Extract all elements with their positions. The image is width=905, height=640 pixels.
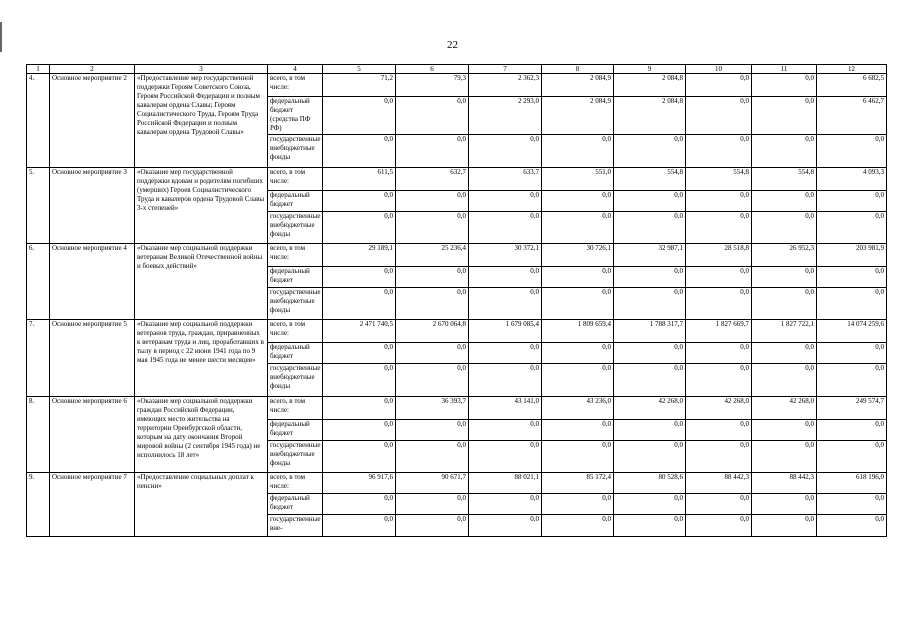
row-number: 9.	[27, 473, 50, 537]
year-value-cell: 0,0	[752, 364, 817, 397]
year-value-cell: 0,0	[469, 267, 542, 288]
measure-name: Основное мероприятие 2	[50, 74, 135, 168]
year-value-cell: 0,0	[469, 364, 542, 397]
total-value-cell: 0,0	[817, 515, 887, 537]
year-value-cell: 0,0	[396, 267, 469, 288]
year-value-cell: 0,0	[396, 364, 469, 397]
year-value-cell: 0,0	[323, 364, 396, 397]
column-header: 1	[27, 65, 50, 74]
year-value-cell: 36 393,7	[396, 397, 469, 420]
measure-name: Основное мероприятие 3	[50, 168, 135, 244]
year-value-cell: 0,0	[752, 288, 817, 320]
year-value-cell: 0,0	[752, 515, 817, 537]
year-value-cell: 0,0	[542, 191, 614, 212]
measure-row	[27, 74, 887, 97]
year-value-cell: 554,8	[752, 168, 817, 191]
year-value-cell: 88 442,3	[686, 473, 752, 494]
year-value-cell: 2 362,3	[469, 74, 542, 97]
year-value-cell: 1 788 317,7	[614, 320, 686, 343]
funding-source-label: государственные вне-	[268, 515, 323, 537]
column-header: 7	[469, 65, 542, 74]
total-value-cell: 249 574,7	[817, 397, 887, 420]
year-value-cell: 0,0	[396, 288, 469, 320]
total-value-cell: 0,0	[817, 494, 887, 515]
year-value-cell: 0,0	[469, 420, 542, 441]
year-value-cell: 0,0	[323, 212, 396, 244]
year-value-cell: 0,0	[469, 515, 542, 537]
year-value-cell: 2 084,9	[542, 74, 614, 97]
funding-source-label: федеральный бюджет	[268, 191, 323, 212]
total-value-cell: 618 196,0	[817, 473, 887, 494]
funding-source-label: государственные внебюджетные фонды	[268, 135, 323, 168]
total-value-cell: 0,0	[817, 288, 887, 320]
year-value-cell: 0,0	[323, 191, 396, 212]
year-value-cell: 0,0	[469, 212, 542, 244]
funding-source-label: государственные внебюджетные фонды	[268, 288, 323, 320]
funding-source-label: всего, в том числе:	[268, 473, 323, 494]
year-value-cell: 0,0	[752, 135, 817, 168]
year-value-cell: 632,7	[396, 168, 469, 191]
year-value-cell: 0,0	[323, 343, 396, 364]
measure-row	[27, 168, 887, 191]
total-value-cell: 14 074 259,6	[817, 320, 887, 343]
year-value-cell: 0,0	[614, 494, 686, 515]
year-value-cell: 0,0	[542, 494, 614, 515]
total-value-cell: 0,0	[817, 441, 887, 473]
year-value-cell: 0,0	[469, 343, 542, 364]
year-value-cell: 0,0	[752, 420, 817, 441]
year-value-cell: 0,0	[686, 364, 752, 397]
year-value-cell: 633,7	[469, 168, 542, 191]
year-value-cell: 96 917,6	[323, 473, 396, 494]
year-value-cell: 90 671,7	[396, 473, 469, 494]
year-value-cell: 0,0	[469, 135, 542, 168]
year-value-cell: 0,0	[686, 191, 752, 212]
year-value-cell: 1 827 669,7	[686, 320, 752, 343]
year-value-cell: 42 268,0	[614, 397, 686, 420]
year-value-cell: 2 084,8	[614, 74, 686, 97]
year-value-cell: 0,0	[542, 212, 614, 244]
total-value-cell: 4 093,3	[817, 168, 887, 191]
year-value-cell: 0,0	[542, 135, 614, 168]
total-value-cell: 203 981,9	[817, 244, 887, 267]
row-number: 5.	[27, 168, 50, 244]
row-number: 8.	[27, 397, 50, 473]
total-value-cell: 0,0	[817, 212, 887, 244]
total-value-cell: 0,0	[817, 135, 887, 168]
year-value-cell: 1 809 659,4	[542, 320, 614, 343]
page-number: 22	[447, 39, 458, 51]
measure-name: Основное мероприятие 7	[50, 473, 135, 537]
measure-description: «Предоставление мер государственной поддержки Героям Советского Союза, Героям Российской Федерации и полным кавалерам ордена Славы; Героям Социалистического Труда, Героям Труда Российской Федерации и полным кавалерам ордена Трудовой Славы»	[135, 74, 268, 168]
column-header: 2	[50, 65, 135, 74]
measure-description: «Оказание мер государственной поддержки вдовам и родителям погибших (умерших) Героев Социалистического Труда и кавалеров ордена Трудовой Славы 3-х степеней»	[135, 168, 268, 244]
total-value-cell: 0,0	[817, 191, 887, 212]
funding-source-label: федеральный бюджет	[268, 494, 323, 515]
funding-source-label: федеральный бюджет (средства ПФ РФ)	[268, 97, 323, 135]
year-value-cell: 30 372,1	[469, 244, 542, 267]
year-value-cell: 26 952,3	[752, 244, 817, 267]
year-value-cell: 28 518,8	[686, 244, 752, 267]
year-value-cell: 42 268,0	[752, 397, 817, 420]
year-value-cell: 25 236,4	[396, 244, 469, 267]
year-value-cell: 42 268,0	[686, 397, 752, 420]
year-value-cell: 554,8	[686, 168, 752, 191]
year-value-cell: 0,0	[396, 343, 469, 364]
year-value-cell: 0,0	[686, 420, 752, 441]
funding-source-label: всего, в том числе:	[268, 168, 323, 191]
column-header: 5	[323, 65, 396, 74]
year-value-cell: 611,5	[323, 168, 396, 191]
measure-description: «Оказание мер социальной поддержки ветеранов труда, граждан, приравненных к ветеранам труда и лиц, проработавших в тылу в период с 22 июня 1941 года по 9 мая 1945 года не менее шести месяцев»	[135, 320, 268, 397]
year-value-cell: 0,0	[469, 191, 542, 212]
year-value-cell: 71,2	[323, 74, 396, 97]
year-value-cell: 0,0	[323, 97, 396, 135]
year-value-cell: 79,3	[396, 74, 469, 97]
measure-name: Основное мероприятие 6	[50, 397, 135, 473]
year-value-cell: 0,0	[686, 343, 752, 364]
funding-source-label: всего, в том числе:	[268, 244, 323, 267]
year-value-cell: 0,0	[686, 74, 752, 97]
year-value-cell: 0,0	[323, 420, 396, 441]
year-value-cell: 0,0	[752, 494, 817, 515]
year-value-cell: 2 293,0	[469, 97, 542, 135]
funding-source-label: всего, в том числе:	[268, 74, 323, 97]
year-value-cell: 0,0	[752, 191, 817, 212]
row-number: 4.	[27, 74, 50, 168]
year-value-cell: 0,0	[542, 343, 614, 364]
total-value-cell: 6 682,5	[817, 74, 887, 97]
funding-source-label: государственные внебюджетные фонды	[268, 441, 323, 473]
year-value-cell: 0,0	[752, 441, 817, 473]
year-value-cell: 32 987,1	[614, 244, 686, 267]
measure-row	[27, 473, 887, 494]
year-value-cell: 80 528,6	[614, 473, 686, 494]
year-value-cell: 0,0	[752, 97, 817, 135]
year-value-cell: 0,0	[614, 135, 686, 168]
year-value-cell: 0,0	[614, 364, 686, 397]
year-value-cell: 2 471 740,5	[323, 320, 396, 343]
year-value-cell: 0,0	[323, 441, 396, 473]
year-value-cell: 0,0	[323, 515, 396, 537]
year-value-cell: 0,0	[614, 441, 686, 473]
year-value-cell: 0,0	[469, 441, 542, 473]
year-value-cell: 0,0	[686, 441, 752, 473]
year-value-cell: 2 084,8	[614, 97, 686, 135]
year-value-cell: 43 141,0	[469, 397, 542, 420]
year-value-cell: 0,0	[614, 420, 686, 441]
year-value-cell: 0,0	[396, 515, 469, 537]
year-value-cell: 88 021,1	[469, 473, 542, 494]
measure-row	[27, 320, 887, 343]
measure-description: «Предоставление социальных доплат к пенсии»	[135, 473, 268, 537]
year-value-cell: 2 084,9	[542, 97, 614, 135]
total-value-cell: 0,0	[817, 420, 887, 441]
column-header: 6	[396, 65, 469, 74]
year-value-cell: 0,0	[686, 494, 752, 515]
total-value-cell: 0,0	[817, 343, 887, 364]
year-value-cell: 0,0	[686, 135, 752, 168]
year-value-cell: 0,0	[323, 288, 396, 320]
measure-description: «Оказание мер социальной поддержки ветеранам Великой Отечественной войны и боевых действий»	[135, 244, 268, 320]
year-value-cell: 0,0	[396, 441, 469, 473]
year-value-cell: 0,0	[752, 343, 817, 364]
measure-name: Основное мероприятие 4	[50, 244, 135, 320]
year-value-cell: 0,0	[686, 288, 752, 320]
year-value-cell: 0,0	[396, 494, 469, 515]
funding-source-label: всего, в том числе:	[268, 397, 323, 420]
column-header: 12	[817, 65, 887, 74]
year-value-cell: 0,0	[469, 494, 542, 515]
year-value-cell: 0,0	[323, 267, 396, 288]
column-header: 4	[268, 65, 323, 74]
column-header: 8	[542, 65, 614, 74]
year-value-cell: 30 726,1	[542, 244, 614, 267]
year-value-cell: 0,0	[614, 191, 686, 212]
year-value-cell: 0,0	[752, 267, 817, 288]
year-value-cell: 0,0	[396, 97, 469, 135]
year-value-cell: 1 679 085,4	[469, 320, 542, 343]
year-value-cell: 0,0	[542, 515, 614, 537]
column-header: 9	[614, 65, 686, 74]
year-value-cell: 0,0	[686, 267, 752, 288]
year-value-cell: 0,0	[396, 420, 469, 441]
year-value-cell: 0,0	[542, 267, 614, 288]
year-value-cell: 43 236,0	[542, 397, 614, 420]
year-value-cell: 551,0	[542, 168, 614, 191]
year-value-cell: 0,0	[542, 364, 614, 397]
measure-row	[27, 244, 887, 267]
year-value-cell: 0,0	[396, 191, 469, 212]
year-value-cell: 0,0	[396, 135, 469, 168]
year-value-cell: 1 827 722,1	[752, 320, 817, 343]
year-value-cell: 0,0	[614, 515, 686, 537]
year-value-cell: 0,0	[323, 494, 396, 515]
year-value-cell: 0,0	[614, 288, 686, 320]
funding-source-label: федеральный бюджет	[268, 420, 323, 441]
total-value-cell: 0,0	[817, 364, 887, 397]
year-value-cell: 0,0	[686, 515, 752, 537]
year-value-cell: 0,0	[542, 288, 614, 320]
measure-name: Основное мероприятие 5	[50, 320, 135, 397]
funding-source-label: всего, в том числе:	[268, 320, 323, 343]
total-value-cell: 6 462,7	[817, 97, 887, 135]
year-value-cell: 0,0	[542, 441, 614, 473]
measure-description: «Оказание мер социальной поддержки граждан Российской Федерации, имеющих место жительства на территории Оренбургской области, которым на дату окончания Второй мировой войны (2 сентября 1945 года) не исполнилось 18 лет»	[135, 397, 268, 473]
program-funding-table	[26, 64, 887, 537]
year-value-cell: 0,0	[323, 397, 396, 420]
funding-source-label: федеральный бюджет	[268, 267, 323, 288]
total-value-cell: 0,0	[817, 267, 887, 288]
year-value-cell: 0,0	[396, 212, 469, 244]
funding-source-label: государственные внебюджетные фонды	[268, 364, 323, 397]
year-value-cell: 88 442,3	[752, 473, 817, 494]
row-number: 6.	[27, 244, 50, 320]
year-value-cell: 85 172,4	[542, 473, 614, 494]
year-value-cell: 0,0	[614, 267, 686, 288]
funding-source-label: государственные внебюджетные фонды	[268, 212, 323, 244]
funding-source-label: федеральный бюджет	[268, 343, 323, 364]
year-value-cell: 0,0	[686, 97, 752, 135]
measure-row	[27, 397, 887, 420]
year-value-cell: 29 189,1	[323, 244, 396, 267]
year-value-cell: 0,0	[614, 212, 686, 244]
year-value-cell: 0,0	[686, 212, 752, 244]
year-value-cell: 0,0	[752, 212, 817, 244]
year-value-cell: 0,0	[542, 420, 614, 441]
column-header: 10	[686, 65, 752, 74]
column-header: 11	[752, 65, 817, 74]
year-value-cell: 2 670 064,8	[396, 320, 469, 343]
year-value-cell: 554,8	[614, 168, 686, 191]
year-value-cell: 0,0	[614, 343, 686, 364]
column-header: 3	[135, 65, 268, 74]
row-number: 7.	[27, 320, 50, 397]
column-number-row	[27, 65, 887, 74]
year-value-cell: 0,0	[323, 135, 396, 168]
year-value-cell: 0,0	[469, 288, 542, 320]
year-value-cell: 0,0	[752, 74, 817, 97]
